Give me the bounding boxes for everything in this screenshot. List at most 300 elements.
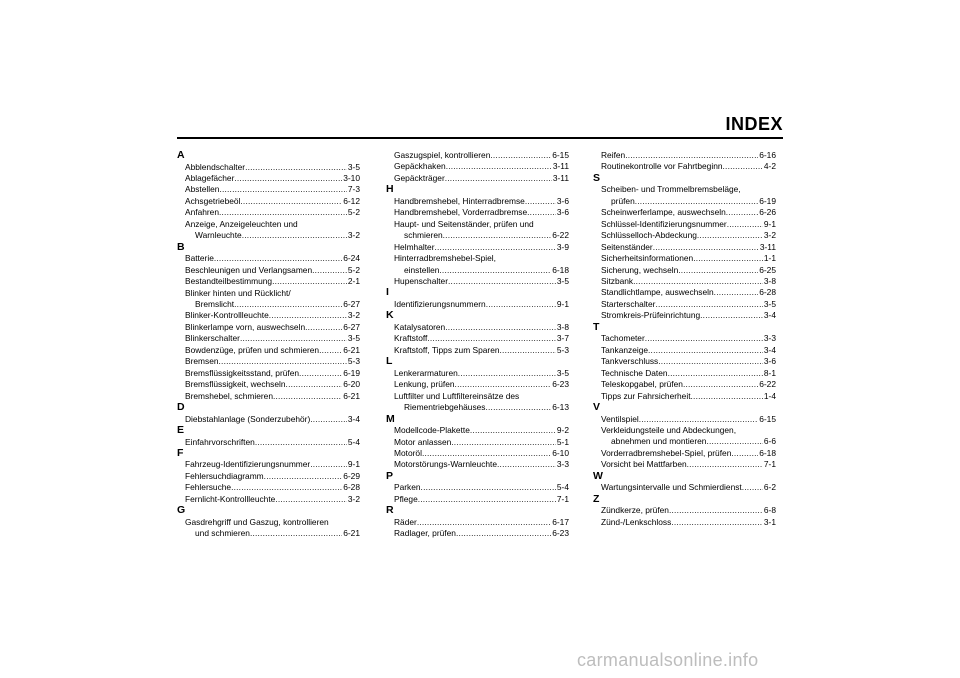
index-entry (593, 448, 776, 459)
index-entry (593, 242, 776, 253)
index-entry (177, 368, 360, 379)
index-entry-page: 3-11 (552, 161, 569, 172)
index-entry (177, 207, 360, 218)
index-entry-page: 6-17 (552, 516, 569, 527)
index-entry (593, 310, 776, 321)
dot-leader (299, 368, 342, 379)
index-entry (386, 425, 569, 436)
dot-leader (231, 482, 342, 493)
dot-leader (500, 345, 556, 356)
index-entry (593, 299, 776, 310)
dot-leader (723, 161, 763, 172)
index-entry-text: Hinterradbremshebel-Spiel, (394, 253, 496, 264)
index-entry-page: 6-25 (759, 264, 776, 275)
index-entry-page: 3-5 (763, 298, 776, 309)
index-entry (593, 276, 776, 287)
index-entry-page: 3-1 (763, 516, 776, 527)
dot-leader (485, 402, 551, 413)
index-entry-term: Vorderradbremshebel-Spiel, prüfen (601, 447, 732, 458)
index-entry-term: Fehlersuche (185, 482, 232, 493)
index-entry-page: 6-15 (759, 413, 776, 424)
dot-leader (272, 276, 347, 287)
index-entry-term: Tipps zur Fahrsicherheit (601, 390, 691, 401)
index-entry-page: 3-5 (347, 333, 360, 344)
index-entry-term: Achsgetriebeöl (185, 195, 241, 206)
index-entry-page: 6-22 (552, 230, 569, 241)
dot-leader (658, 356, 763, 367)
index-entry-term: Kraftstoff (394, 333, 428, 344)
index-entry (386, 150, 569, 161)
index-entry-term: Identifizierungsnummern (394, 298, 486, 309)
index-entry-term: Zünd-/Lenkschloss (601, 516, 672, 527)
index-entry-text: Scheiben- und Trommelbremsbeläge, (601, 184, 741, 195)
index-entry-page: 6-28 (759, 287, 776, 298)
index-entry-page: 5-4 (556, 482, 569, 493)
index-entry-page: 3-5 (556, 367, 569, 378)
index-entry-page: 6-27 (343, 298, 360, 309)
index-entry (386, 448, 569, 459)
index-entry-page: 3-8 (556, 321, 569, 332)
index-entry-term: Fernlicht-Kontrollleuchte (185, 493, 276, 504)
index-entry (386, 459, 569, 470)
index-entry (177, 162, 360, 173)
dot-leader (693, 253, 763, 264)
index-entry-page: 6-13 (552, 402, 569, 413)
index-entry-term: Stromkreis-Prüfeinrichtung (601, 310, 701, 321)
dot-leader (275, 494, 347, 505)
index-entry-page: 3-6 (763, 356, 776, 367)
index-entry-page: 3-11 (759, 241, 776, 252)
index-entry (593, 150, 776, 161)
index-entry (386, 276, 569, 287)
index-entry-page: 3-4 (763, 310, 776, 321)
index-entry-term: Riementriebgehäuses (404, 402, 486, 413)
index-entry-page: 3-11 (552, 172, 569, 183)
index-entry (177, 414, 360, 425)
index-entry-term: Blinkerlampe vorn, auswechseln (185, 321, 306, 332)
index-entry-page: 6-15 (552, 150, 569, 160)
dot-leader (427, 333, 556, 344)
dot-leader (255, 437, 347, 448)
index-entry-page: 3-10 (343, 172, 360, 183)
index-entry-term: Bremshebel, schmieren (185, 390, 273, 401)
index-entry (593, 414, 776, 425)
index-entry (177, 333, 360, 344)
dot-leader (417, 517, 551, 528)
dot-leader (451, 437, 556, 448)
index-entry-page: 6-23 (552, 528, 569, 539)
index-entry-term: Tachometer (601, 333, 645, 344)
index-entry-term: Fahrzeug-Identifizierungsnummer (185, 459, 311, 470)
dot-leader (625, 150, 758, 161)
dot-leader (527, 207, 556, 218)
index-entry-term: Helmhalter (394, 241, 435, 252)
dot-leader (445, 322, 556, 333)
index-entry-page: 5-2 (347, 264, 360, 275)
dot-leader (706, 436, 762, 447)
dot-leader (418, 494, 556, 505)
index-entry (177, 230, 360, 241)
index-entry (386, 333, 569, 344)
index-letter-heading: F (177, 446, 184, 459)
index-letter-heading: I (386, 286, 389, 299)
index-entry-term: Sicherung, wechseln (601, 264, 679, 275)
index-letter-heading: G (177, 504, 186, 517)
dot-leader (645, 333, 763, 344)
index-entry-page: 7-1 (556, 493, 569, 504)
dot-leader (653, 242, 759, 253)
dot-leader (219, 356, 347, 367)
title-divider (177, 137, 783, 139)
index-letter-heading: B (177, 240, 185, 253)
index-entry (593, 265, 776, 276)
dot-leader (234, 299, 342, 310)
index-entry (177, 356, 360, 367)
index-entry-term: Lenkung, prüfen (394, 379, 455, 390)
index-entry (593, 391, 776, 402)
dot-leader (700, 310, 763, 321)
index-entry-term: Bremsflüssigkeitsstand, prüfen (185, 367, 300, 378)
index-entry (177, 482, 360, 493)
index-entry-page: 6-21 (343, 344, 360, 355)
index-entry-term: Ablagefächer (185, 172, 235, 183)
index-entry-page: 4-2 (763, 161, 776, 172)
index-entry (593, 219, 776, 230)
index-entry-term: Routinekontrolle vor Fahrtbeginn (601, 161, 723, 172)
dot-leader (648, 345, 763, 356)
index-entry-text: Blinker hinten und Rücklicht/ (185, 287, 291, 298)
index-entry (593, 287, 776, 298)
index-entry-term: Bestandteilbestimmung (185, 276, 273, 287)
index-entry-term: Räder (394, 516, 417, 527)
index-entry-term: Blinker-Kontrollleuchte (185, 310, 269, 321)
index-entry-page: 3-6 (556, 195, 569, 206)
index-entry-page: 3-3 (556, 459, 569, 470)
index-entry-term: Teleskopgabel, prüfen (601, 379, 683, 390)
dot-leader (456, 528, 551, 539)
page-title: INDEX (725, 114, 783, 134)
index-entry-page: 3-9 (556, 241, 569, 252)
index-entry-page: 9-1 (763, 218, 776, 229)
index-letter-heading: M (386, 412, 395, 425)
index-letter-heading: H (386, 183, 394, 196)
dot-leader (714, 287, 759, 298)
index-entry-page: 6-6 (763, 436, 776, 447)
index-entry-page: 3-6 (556, 207, 569, 218)
index-entry-page: 5-3 (347, 356, 360, 367)
dot-leader (668, 368, 763, 379)
index-entry-page: 6-10 (552, 448, 569, 459)
dot-leader (269, 310, 347, 321)
index-entry (593, 230, 776, 241)
index-entry-page: 6-21 (343, 390, 360, 401)
index-entry-term: prüfen (611, 195, 635, 206)
index-entry-page: 3-5 (556, 276, 569, 287)
index-entry (177, 184, 360, 195)
index-letter-heading: W (593, 469, 603, 482)
index-letter-heading: E (177, 424, 185, 437)
index-entry-page: 3-4 (763, 344, 776, 355)
dot-leader (305, 322, 342, 333)
dot-leader (635, 196, 758, 207)
index-entry-term: Fehlersuchdiagramm (185, 470, 264, 481)
index-entry-term: Gepäckhaken (394, 161, 446, 172)
dot-leader (250, 528, 342, 539)
index-entry-page: 3-3 (763, 333, 776, 344)
index-entry (177, 322, 360, 333)
dot-leader (726, 207, 758, 218)
index-entry (593, 436, 776, 447)
index-entry-text: Luftfilter und Luftfiltereinsätze des (394, 390, 520, 401)
dot-leader (655, 299, 762, 310)
index-entry (177, 528, 360, 539)
dot-leader (671, 517, 763, 528)
index-entry-text: Verkleidungsteile und Abdeckungen, (601, 425, 737, 436)
dot-leader (219, 184, 346, 195)
index-entry-term: Zündkerze, prüfen (601, 505, 669, 516)
index-column-1 (177, 150, 360, 540)
index-entry (177, 471, 360, 482)
index-entry (386, 322, 569, 333)
index-entry (386, 345, 569, 356)
index-entry-page: 7-3 (347, 184, 360, 195)
index-entry-page: 3-2 (347, 310, 360, 321)
index-entry-term: Anfahren (185, 207, 219, 218)
dot-leader (731, 448, 758, 459)
watermark: carmanualsonline.info (577, 650, 759, 670)
index-entry (386, 528, 569, 539)
index-entry-term: Beschleunigen und Verlangsamen (185, 264, 313, 275)
index-entry-term: Bowdenzüge, prüfen und schmieren (185, 344, 320, 355)
index-entry-term: Motor anlassen (394, 436, 452, 447)
index-letter-heading: P (386, 469, 394, 482)
index-entry-page: 3-4 (347, 413, 360, 424)
index-entry-page: 6-20 (343, 379, 360, 390)
index-entry (593, 356, 776, 367)
index-entry (593, 207, 776, 218)
index-entry (177, 196, 360, 207)
index-entry-term: Diebstahlanlage (Sonderzubehör) (185, 413, 311, 424)
index-entry-text: Haupt- und Seitenständer, prüfen und (394, 218, 534, 229)
index-entry-page: 6-19 (343, 367, 360, 378)
dot-leader (214, 253, 342, 264)
index-entry (177, 494, 360, 505)
index-entry-page: 8-1 (763, 367, 776, 378)
index-entry-page: 9-1 (347, 459, 360, 470)
dot-leader (264, 471, 343, 482)
index-entry (386, 494, 569, 505)
index-entry-page: 5-1 (556, 436, 569, 447)
dot-leader (497, 459, 556, 470)
index-column-2 (386, 150, 569, 540)
index-entry (593, 505, 776, 516)
index-entry-term: Bremslicht (195, 298, 235, 309)
index-entry-page: 6-8 (763, 505, 776, 516)
index-entry (177, 345, 360, 356)
index-entry (593, 333, 776, 344)
index-entry-term: Warnleuchte (195, 230, 242, 241)
index-entry-text: Anzeige, Anzeigeleuchten und (185, 218, 298, 229)
index-entry-term: Standlichtlampe, auswechseln (601, 287, 714, 298)
index-entry (593, 459, 776, 470)
index-entry-term: Seitenständer (601, 241, 653, 252)
dot-leader (486, 299, 556, 310)
index-entry-page: 5-3 (556, 344, 569, 355)
index-entry (386, 379, 569, 390)
index-entry-page: 6-22 (759, 379, 776, 390)
index-entry-term: schmieren (404, 230, 443, 241)
dot-leader (470, 425, 556, 436)
index-entry-term: Scheinwerferlampe, auswechseln (601, 207, 726, 218)
index-entry (386, 368, 569, 379)
index-entry-term: Modellcode-Plakette (394, 425, 470, 436)
index-entry-term: Technische Daten (601, 367, 668, 378)
index-entry-page: 6-26 (759, 207, 776, 218)
dot-leader (240, 196, 342, 207)
dot-leader (443, 230, 552, 241)
index-entry-term: Vorsicht bei Mattfarben (601, 459, 687, 470)
index-entry-page: 3-5 (347, 161, 360, 172)
index-entry-page: 3-2 (347, 230, 360, 241)
index-entry (177, 437, 360, 448)
index-entry (386, 265, 569, 276)
index-entry-page: 3-2 (347, 493, 360, 504)
index-entry (386, 402, 569, 413)
index-entry-page: 6-28 (343, 482, 360, 493)
index-entry (386, 173, 569, 184)
index-letter-heading: S (593, 171, 601, 184)
index-entry-page: 1-4 (763, 390, 776, 401)
index-entry (177, 391, 360, 402)
index-entry (386, 207, 569, 218)
index-entry-term: Blinkerschalter (185, 333, 240, 344)
index-entry-page: 6-18 (552, 264, 569, 275)
dot-leader (445, 173, 552, 184)
dot-leader (422, 448, 551, 459)
index-entry-term: Sitzbank (601, 276, 634, 287)
index-entry (593, 368, 776, 379)
index-entry-page: 6-19 (759, 195, 776, 206)
dot-leader (678, 265, 758, 276)
index-entry (177, 276, 360, 287)
dot-leader (490, 150, 551, 161)
index-entry-page: 6-16 (759, 150, 776, 160)
index-entry-page: 6-21 (343, 528, 360, 539)
dot-leader (234, 173, 342, 184)
index-entry-page: 6-2 (763, 482, 776, 493)
dot-leader (421, 482, 556, 493)
index-entry-term: einstellen (404, 264, 440, 275)
index-entry (386, 482, 569, 493)
index-letter-heading: V (593, 401, 601, 414)
index-entry (593, 345, 776, 356)
dot-leader (683, 379, 758, 390)
index-entry-term: Motoröl (394, 448, 422, 459)
index-entry-term: Katalysatoren (394, 321, 446, 332)
dot-leader (312, 265, 347, 276)
index-entry-term: Bremsen (185, 356, 219, 367)
index-entry-page: 3-8 (763, 276, 776, 287)
dot-leader (669, 505, 763, 516)
index-entry (177, 265, 360, 276)
dot-leader (319, 345, 342, 356)
index-entry-page: 6-12 (343, 195, 360, 206)
dot-leader (439, 265, 551, 276)
index-entry-term: Schlüssel-Identifizierungsnummer (601, 218, 727, 229)
index-letter-heading: A (177, 149, 185, 161)
index-entry-term: Kraftstoff, Tipps zum Sparen (394, 344, 500, 355)
dot-leader (245, 162, 347, 173)
index-entry-term: Ventilspiel (601, 413, 639, 424)
index-entry (177, 173, 360, 184)
index-entry-page: 9-2 (556, 425, 569, 436)
index-entry (177, 379, 360, 390)
index-entry (177, 299, 360, 310)
index-entry-term: Motorstörungs-Warnleuchte (394, 459, 498, 470)
dot-leader (240, 333, 347, 344)
index-entry-term: Parken (394, 482, 421, 493)
index-entry (593, 196, 776, 207)
index-letter-heading: T (593, 320, 600, 333)
index-entry (177, 310, 360, 321)
index-entry (593, 253, 776, 264)
index-letter-heading: D (177, 401, 185, 414)
index-entry-term: Handbremshebel, Hinterradbremse (394, 195, 525, 206)
index-entry-term: Reifen (601, 150, 626, 160)
index-entry-page: 6-23 (552, 379, 569, 390)
index-entry-term: Hupenschalter (394, 276, 449, 287)
index-entry (593, 482, 776, 493)
index-entry-page: 2-1 (347, 276, 360, 287)
index-letter-heading: R (386, 504, 394, 517)
index-entry-page: 7-1 (763, 459, 776, 470)
index-entry-page: 3-2 (763, 230, 776, 241)
index-entry-page: 6-24 (343, 253, 360, 264)
index-entry (386, 437, 569, 448)
index-entry-term: abnehmen und montieren (611, 436, 707, 447)
index-entry-term: Radlager, prüfen (394, 528, 456, 539)
index-entry-page: 1-1 (763, 253, 776, 264)
index-entry-term: Einfahrvorschriften (185, 436, 255, 447)
dot-leader (687, 459, 763, 470)
index-entry-term: Batterie (185, 253, 214, 264)
dot-leader (448, 276, 556, 287)
index-entry-term: Starterschalter (601, 298, 656, 309)
index-entry-page: 5-4 (347, 436, 360, 447)
index-entry-term: Abblendschalter (185, 161, 246, 172)
index-letter-heading: L (386, 355, 393, 368)
dot-leader (727, 219, 763, 230)
dot-leader (286, 379, 343, 390)
index-entry-term: Abstellen (185, 184, 220, 195)
dot-leader (219, 207, 347, 218)
index-entry-page: 6-18 (759, 447, 776, 458)
dot-leader (458, 368, 556, 379)
index-entry (386, 161, 569, 172)
index-letter-heading: Z (593, 492, 600, 505)
index-entry (177, 459, 360, 470)
dot-leader (435, 242, 556, 253)
index-entry-term: Lenkerarmaturen (394, 367, 458, 378)
index-entry (386, 230, 569, 241)
index-entry-page: 6-27 (343, 321, 360, 332)
dot-leader (639, 414, 759, 425)
dot-leader (446, 161, 552, 172)
index-entry-term: Schlüsselloch-Abdeckung (601, 230, 697, 241)
index-entry-page: 9-1 (556, 298, 569, 309)
index-entry-term: Gepäckträger (394, 172, 445, 183)
dot-leader (691, 391, 763, 402)
